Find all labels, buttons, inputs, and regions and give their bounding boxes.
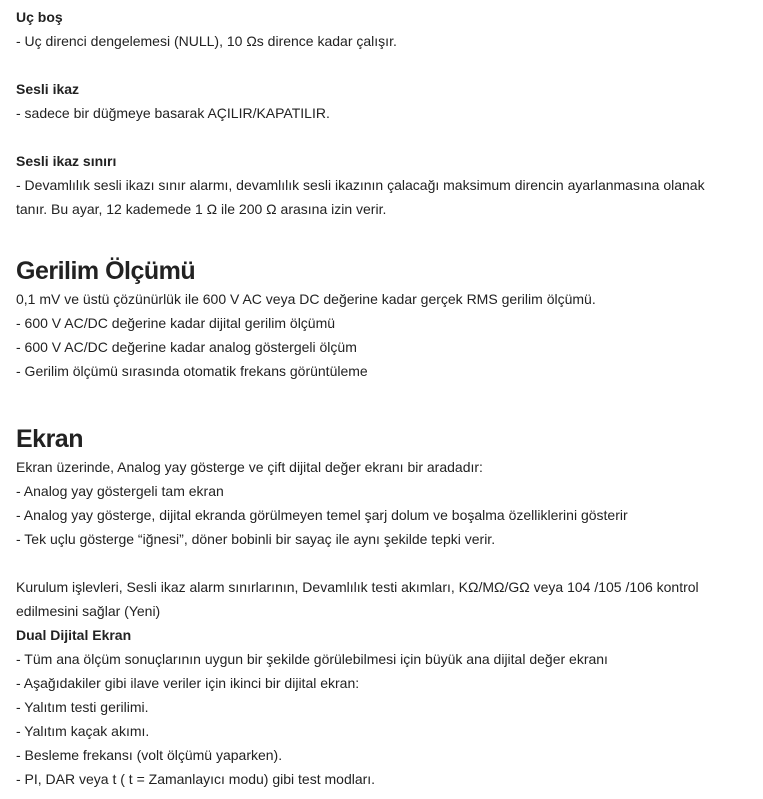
gerilim-heading: Gerilim Ölçümü [16,257,196,285]
ekran-item: - Analog yay göstergeli tam ekran [16,483,224,499]
gerilim-item: - 600 V AC/DC değerine kadar analog göstergeli ölçüm [16,339,357,355]
dual-ekran-item: - Tüm ana ölçüm sonuçlarının uygun bir şekilde görülebilmesi için büyük ana dijital değer ekranı [16,651,608,667]
uc-bos-text: - Uç direnci dengelemesi (NULL), 10 Ωs dirence kadar çalışır. [16,33,397,49]
sesli-ikaz-siniri-title: Sesli ikaz sınırı [16,153,117,169]
dual-ekran-title: Dual Dijital Ekran [16,627,132,643]
uc-bos-title: Uç boş [16,9,63,25]
kurulum-text-1: Kurulum işlevleri, Sesli ikaz alarm sınırlarının, Devamlılık testi akımları, KΩ/MΩ/GΩ veya 104 /105 /106 kontrol [16,579,699,595]
sesli-ikaz-siniri-text-2: tanır. Bu ayar, 12 kademede 1 Ω ile 200 Ω arasına izin verir. [16,201,387,217]
dual-ekran-item: - Yalıtım kaçak akımı. [16,723,150,739]
kurulum-text-2: edilmesini sağlar (Yeni) [16,603,161,619]
gerilim-item: - 600 V AC/DC değerine kadar dijital gerilim ölçümü [16,315,336,331]
gerilim-item: - Gerilim ölçümü sırasında otomatik frekans görüntüleme [16,363,368,379]
dual-ekran-item: - PI, DAR veya t ( t = Zamanlayıcı modu) gibi test modları. [16,771,376,787]
dual-ekran-item: - Besleme frekansı (volt ölçümü yaparken). [16,747,283,763]
sesli-ikaz-text: - sadece bir düğmeye basarak AÇILIR/KAPATILIR. [16,105,330,121]
ekran-item: - Tek uçlu gösterge “iğnesi”, döner bobinli bir sayaç ile aynı şekilde tepki verir. [16,531,496,547]
ekran-intro: Ekran üzerinde, Analog yay gösterge ve çift dijital değer ekranı bir aradadır: [16,459,483,475]
dual-ekran-item: - Yalıtım testi gerilimi. [16,699,149,715]
sesli-ikaz-title: Sesli ikaz [16,81,80,97]
ekran-heading: Ekran [16,425,83,453]
dual-ekran-item: - Aşağıdakiler gibi ilave veriler için ikinci bir dijital ekran: [16,675,360,691]
gerilim-intro: 0,1 mV ve üstü çözünürlük ile 600 V AC veya DC değerine kadar gerçek RMS gerilim ölçümü. [16,291,596,307]
sesli-ikaz-siniri-text-1: - Devamlılık sesli ikazı sınır alarmı, devamlılık sesli ikazının çalacağı maksimum direncin ayarlanmasına olanak [16,177,705,193]
ekran-item: - Analog yay gösterge, dijital ekranda görülmeyen temel şarj dolum ve boşalma özelliklerini gösterir [16,507,628,523]
